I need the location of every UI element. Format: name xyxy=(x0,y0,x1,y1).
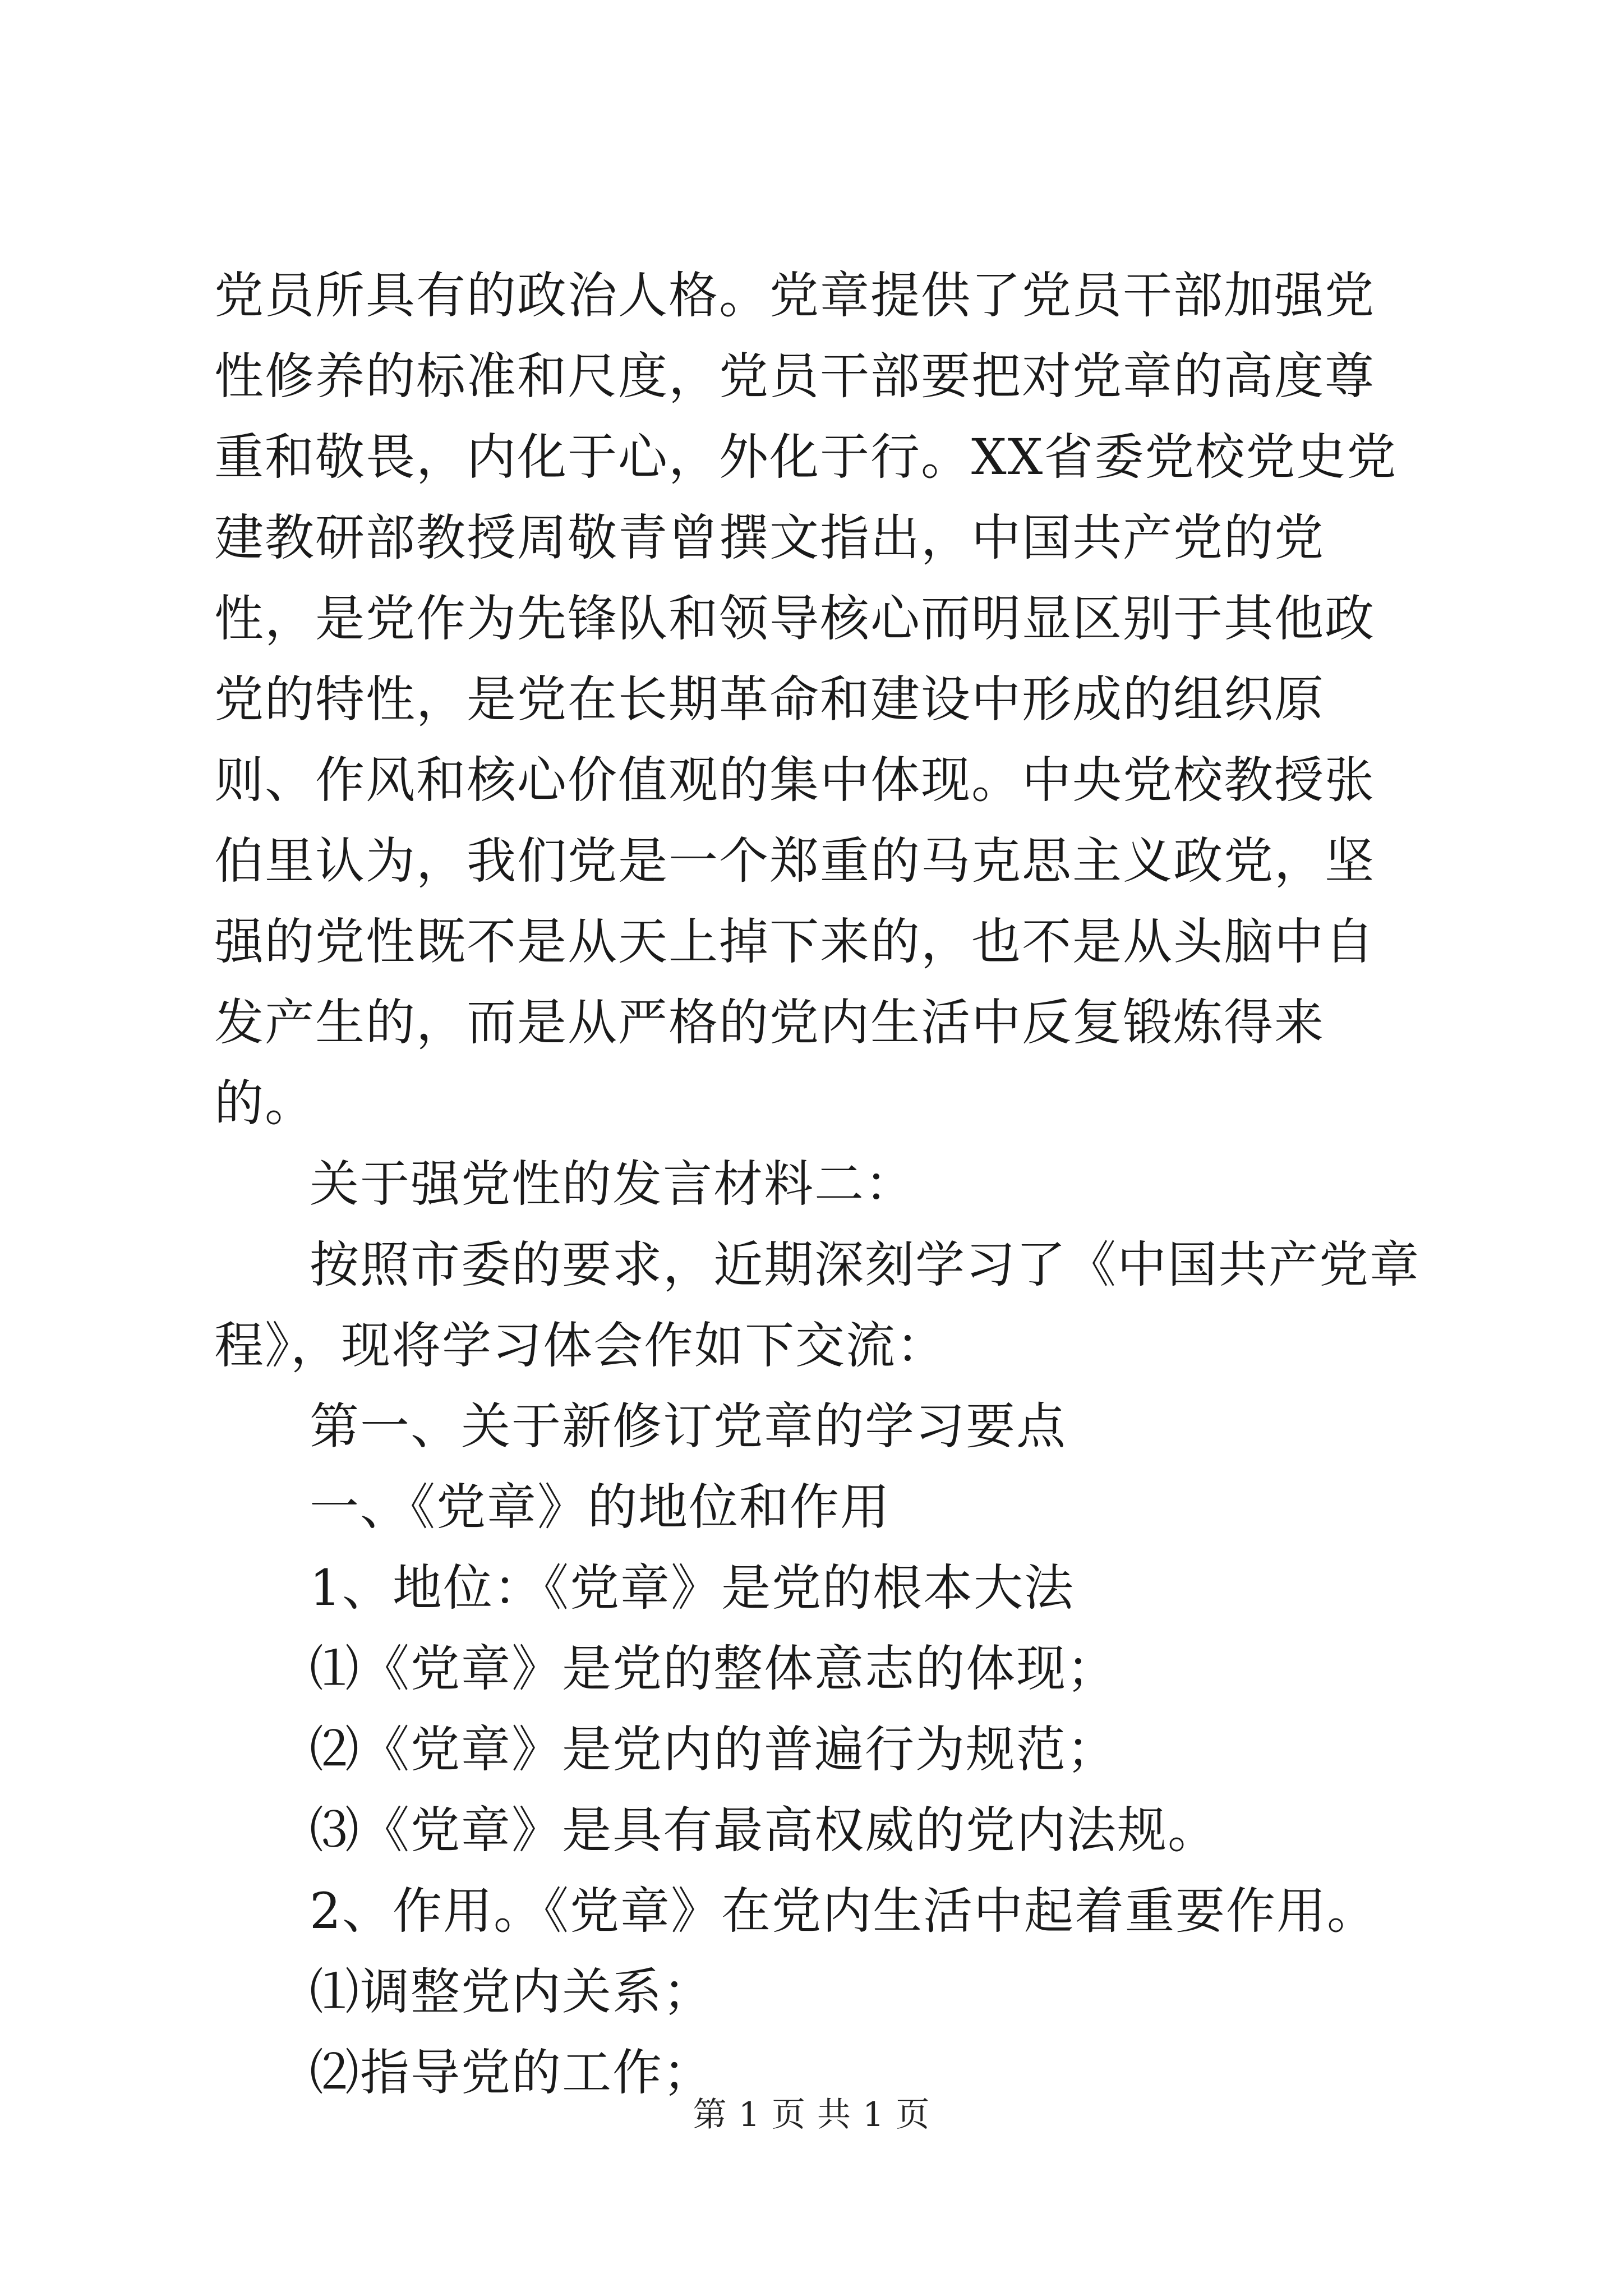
page-footer: 第 1 页 共 1 页 xyxy=(693,2095,930,2134)
list-item: ⑴《党章》是党的整体意志的体现； xyxy=(310,1640,1118,1697)
list-heading-role: 2、作用。《党章》在党内生活中起着重要作用。 xyxy=(310,1882,1377,1940)
part-heading: 第一、关于新修订党章的学习要点 xyxy=(310,1397,1067,1455)
paragraph-intro: 按照市委的要求，近期深刻学习了《中国共产党章程》，现将学习体会作如下交流： xyxy=(214,1236,1421,1374)
subsection-heading: 一、《党章》的地位和作用 xyxy=(310,1478,891,1536)
list-item: ⑵指导党的工作； xyxy=(310,2044,714,2101)
list-heading-status: 1、地位：《党章》是党的根本大法 xyxy=(310,1559,1075,1617)
list-item: ⑵《党章》是党内的普遍行为规范； xyxy=(310,1720,1118,1778)
list-item: ⑴调整党内关系； xyxy=(310,1963,714,2021)
section-heading: 关于强党性的发言材料二： xyxy=(310,1155,916,1213)
document-body xyxy=(214,255,1420,2113)
list-item: ⑶《党章》是具有最高权威的党内法规。 xyxy=(310,1801,1219,1859)
paragraph-continuation: 党员所具有的政治人格。党章提供了党员干部加强党性修养的标准和尺度，党员干部要把对党章的高度尊重和敬畏，内化于心，外化于行。XX省委党校党史党建教研部教授周敬青曾撰文指出，中国共产党的党性，是党作为先锋队和领导核心而明显区别于其他政党的特性，是党在长期革命和建设中形成的组织原则、作风和核心价值观的集中体现。中央党校教授张伯里认为，我们党是一个郑重的马克思主义政党，坚强的党性既不是从天上掉下来的，也不是从头脑中自发产生的，而是从严格的党内生活中反复锻炼得来的。 xyxy=(214,266,1398,1132)
